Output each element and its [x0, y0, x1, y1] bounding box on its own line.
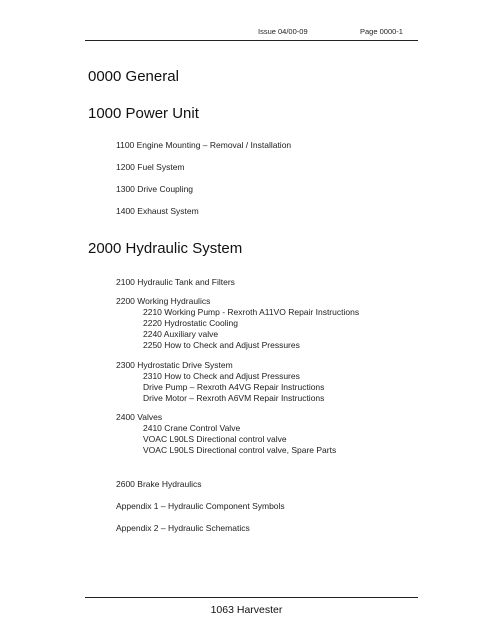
issue-label: Issue 04/00-09 [258, 27, 308, 36]
section-heading-power-unit: 1000 Power Unit [88, 105, 199, 122]
toc-item-2300: 2300 Hydrostatic Drive System [116, 360, 233, 370]
toc-item-1300: 1300 Drive Coupling [116, 184, 194, 194]
footer-divider [85, 597, 418, 598]
toc-item-appendix-2: Appendix 2 – Hydraulic Schematics [116, 523, 250, 533]
toc-subitem-voac-spare-parts: VOAC L90LS Directional control valve, Spare Parts [143, 445, 337, 455]
toc-subitem-2210: 2210 Working Pump - Rexroth A11VO Repair Instructions [143, 307, 360, 317]
toc-item-2600: 2600 Brake Hydraulics [116, 479, 202, 489]
footer-title: 1063 Harvester [210, 604, 283, 616]
toc-subitem-drive-motor: Drive Motor – Rexroth A6VM Repair Instructions [143, 393, 325, 403]
page-number: Page 0000-1 [360, 27, 403, 36]
toc-subitem-2220: 2220 Hydrostatic Cooling [143, 318, 238, 328]
toc-item-2200: 2200 Working Hydraulics [116, 296, 211, 306]
header-divider [85, 40, 418, 41]
toc-item-1200: 1200 Fuel System [116, 162, 185, 172]
toc-subitem-2310: 2310 How to Check and Adjust Pressures [143, 371, 300, 381]
toc-subitem-voac-valve: VOAC L90LS Directional control valve [143, 434, 287, 444]
toc-subitem-2240: 2240 Auxiliary valve [143, 329, 219, 339]
toc-item-2100: 2100 Hydraulic Tank and Filters [116, 277, 235, 287]
toc-item-2400: 2400 Valves [116, 412, 163, 422]
toc-subitem-2410: 2410 Crane Control Valve [143, 423, 241, 433]
toc-subitem-2250: 2250 How to Check and Adjust Pressures [143, 340, 300, 350]
section-heading-general: 0000 General [88, 68, 179, 85]
toc-item-1100: 1100 Engine Mounting – Removal / Installation [116, 140, 292, 150]
toc-item-appendix-1: Appendix 1 – Hydraulic Component Symbols [116, 501, 285, 511]
section-heading-hydraulic: 2000 Hydraulic System [88, 240, 243, 257]
toc-item-1400: 1400 Exhaust System [116, 206, 199, 216]
toc-subitem-drive-pump: Drive Pump – Rexroth A4VG Repair Instructions [143, 382, 325, 392]
